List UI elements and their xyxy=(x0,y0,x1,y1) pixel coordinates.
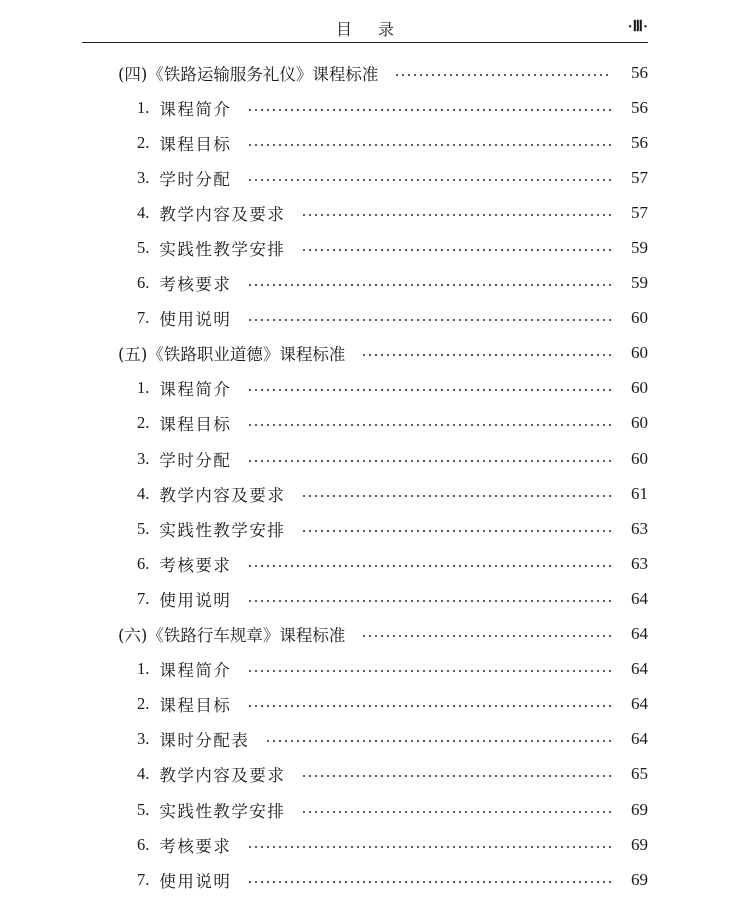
toc-entry-page: 56 xyxy=(631,62,648,82)
toc-entry-number: 2. xyxy=(137,413,150,433)
toc-entry-number: 5. xyxy=(137,799,150,819)
toc-entry-page: 69 xyxy=(631,834,648,854)
toc-item-entry[interactable] xyxy=(0,406,730,441)
dot-leader xyxy=(301,495,612,497)
toc-entry-number: 1. xyxy=(137,659,150,679)
dot-leader xyxy=(247,881,612,883)
toc-entry-label: 考核要求 xyxy=(159,555,232,575)
dot-leader xyxy=(247,424,612,426)
toc-item-entry[interactable] xyxy=(0,792,730,827)
page-number: ·Ⅲ· xyxy=(627,19,648,35)
toc-entry-number: 2. xyxy=(137,694,150,714)
toc-entry-label: 考核要求 xyxy=(159,836,232,856)
toc-entry-label: (四)《铁路运输服务礼仪》课程标准 xyxy=(118,64,379,84)
dot-leader xyxy=(265,740,612,742)
toc-entry-page: 65 xyxy=(631,764,648,784)
toc-entry-page: 69 xyxy=(631,799,648,819)
toc-entry-page: 56 xyxy=(631,97,648,117)
toc-item-entry[interactable] xyxy=(0,652,730,687)
toc-entry-label: 课程简介 xyxy=(159,661,232,681)
toc-item-entry[interactable] xyxy=(0,581,730,616)
toc-entry-page: 60 xyxy=(631,343,648,363)
dot-leader xyxy=(301,775,612,777)
toc-entry-page: 59 xyxy=(631,238,648,258)
dot-leader xyxy=(247,109,612,111)
toc-entry-number: 7. xyxy=(137,308,150,328)
toc-item-entry[interactable] xyxy=(0,230,730,265)
dot-leader xyxy=(247,319,612,321)
toc-entry-number: 6. xyxy=(137,553,150,573)
dot-leader xyxy=(247,284,612,286)
toc-entry-page: 61 xyxy=(631,483,648,503)
toc-entry-number: 7. xyxy=(137,869,150,889)
toc-entry-number: 7. xyxy=(137,588,150,608)
dot-leader xyxy=(394,74,612,76)
dot-leader xyxy=(247,705,612,707)
table-of-contents xyxy=(0,55,730,897)
toc-entry-label: 教学内容及要求 xyxy=(159,485,286,505)
toc-entry-label: 课时分配表 xyxy=(159,731,250,751)
dot-leader xyxy=(301,811,612,813)
toc-section-entry[interactable] xyxy=(0,617,730,652)
toc-entry-page: 64 xyxy=(631,729,648,749)
toc-entry-number: 5. xyxy=(137,238,150,258)
toc-entry-label: (五)《铁路职业道德》课程标准 xyxy=(118,345,346,365)
toc-entry-page: 56 xyxy=(631,132,648,152)
dot-leader xyxy=(247,179,612,181)
toc-entry-label: 实践性教学安排 xyxy=(159,520,286,540)
toc-item-entry[interactable] xyxy=(0,757,730,792)
toc-entry-page: 60 xyxy=(631,448,648,468)
toc-item-entry[interactable] xyxy=(0,195,730,230)
toc-item-entry[interactable] xyxy=(0,546,730,581)
dot-leader xyxy=(301,249,612,251)
toc-entry-label: 课程目标 xyxy=(159,696,232,716)
toc-entry-number: 3. xyxy=(137,167,150,187)
toc-entry-number: 2. xyxy=(137,132,150,152)
toc-entry-label: 实践性教学安排 xyxy=(159,801,286,821)
toc-entry-page: 63 xyxy=(631,553,648,573)
toc-item-entry[interactable] xyxy=(0,476,730,511)
dot-leader xyxy=(247,565,612,567)
page-title: 目录 xyxy=(335,20,420,39)
toc-entry-page: 63 xyxy=(631,518,648,538)
toc-entry-label: 教学内容及要求 xyxy=(159,204,286,224)
toc-entry-number: 3. xyxy=(137,729,150,749)
toc-entry-page: 59 xyxy=(631,273,648,293)
toc-entry-label: 实践性教学安排 xyxy=(159,240,286,260)
toc-entry-number: 6. xyxy=(137,273,150,293)
toc-item-entry[interactable] xyxy=(0,511,730,546)
toc-item-entry[interactable] xyxy=(0,862,730,897)
toc-entry-number: 3. xyxy=(137,448,150,468)
toc-item-entry[interactable] xyxy=(0,266,730,301)
dot-leader xyxy=(301,214,612,216)
toc-item-entry[interactable] xyxy=(0,160,730,195)
toc-entry-number: 1. xyxy=(137,378,150,398)
toc-item-entry[interactable] xyxy=(0,125,730,160)
dot-leader xyxy=(361,635,612,637)
toc-entry-page: 64 xyxy=(631,694,648,714)
toc-entry-label: 课程简介 xyxy=(159,380,232,400)
toc-section-entry[interactable] xyxy=(0,336,730,371)
toc-entry-number: 1. xyxy=(137,97,150,117)
dot-leader xyxy=(247,460,612,462)
toc-section-entry[interactable] xyxy=(0,55,730,90)
toc-entry-page: 57 xyxy=(631,202,648,222)
toc-item-entry[interactable] xyxy=(0,687,730,722)
dot-leader xyxy=(301,530,612,532)
toc-entry-page: 69 xyxy=(631,869,648,889)
toc-entry-page: 60 xyxy=(631,308,648,328)
toc-entry-page: 60 xyxy=(631,413,648,433)
toc-entry-label: 使用说明 xyxy=(159,590,232,610)
toc-entry-page: 64 xyxy=(631,624,648,644)
dot-leader xyxy=(361,354,612,356)
toc-entry-number: 4. xyxy=(137,764,150,784)
toc-entry-label: 考核要求 xyxy=(159,275,232,295)
toc-entry-label: 教学内容及要求 xyxy=(159,766,286,786)
toc-entry-label: 学时分配 xyxy=(159,450,232,470)
toc-entry-label: 学时分配 xyxy=(159,169,232,189)
toc-item-entry[interactable] xyxy=(0,371,730,406)
toc-item-entry[interactable] xyxy=(0,301,730,336)
dot-leader xyxy=(247,600,612,602)
dot-leader xyxy=(247,846,612,848)
page-header xyxy=(82,12,648,43)
toc-entry-number: 5. xyxy=(137,518,150,538)
dot-leader xyxy=(247,389,612,391)
dot-leader xyxy=(247,670,612,672)
toc-entry-label: 课程简介 xyxy=(159,99,232,119)
toc-item-entry[interactable] xyxy=(0,827,730,862)
toc-entry-number: 4. xyxy=(137,202,150,222)
toc-entry-label: 课程目标 xyxy=(159,134,232,154)
toc-entry-page: 64 xyxy=(631,588,648,608)
toc-entry-label: 使用说明 xyxy=(159,871,232,891)
toc-entry-number: 4. xyxy=(137,483,150,503)
toc-entry-page: 60 xyxy=(631,378,648,398)
toc-entry-page: 64 xyxy=(631,659,648,679)
toc-item-entry[interactable] xyxy=(0,441,730,476)
toc-entry-page: 57 xyxy=(631,167,648,187)
toc-entry-number: 6. xyxy=(137,834,150,854)
toc-item-entry[interactable] xyxy=(0,90,730,125)
toc-item-entry[interactable] xyxy=(0,722,730,757)
toc-entry-label: (六)《铁路行车规章》课程标准 xyxy=(118,626,346,646)
dot-leader xyxy=(247,144,612,146)
toc-entry-label: 课程目标 xyxy=(159,415,232,435)
toc-entry-label: 使用说明 xyxy=(159,310,232,330)
